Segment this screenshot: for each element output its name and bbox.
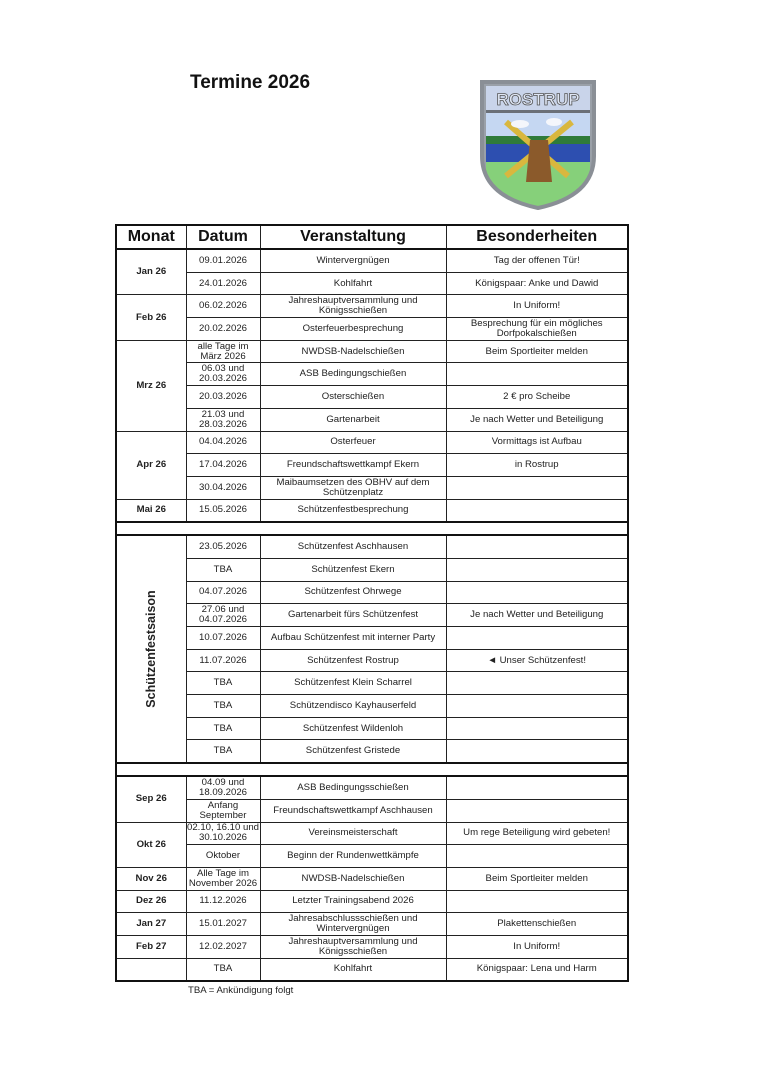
- date-cell: Alle Tage im November 2026: [186, 867, 260, 890]
- event-cell: Osterfeuer: [260, 431, 446, 454]
- note-cell: [446, 890, 628, 913]
- event-cell: Jahreshauptversammlung und Königsschießen: [260, 935, 446, 958]
- table-row: [116, 935, 628, 958]
- date-cell: 24.01.2026: [186, 272, 260, 295]
- event-cell: Freundschaftswettkampf Ekern: [260, 454, 446, 477]
- event-cell: ASB Bedingungschießen: [260, 363, 446, 386]
- event-cell: Gartenarbeit: [260, 408, 446, 431]
- date-cell: 04.04.2026: [186, 431, 260, 454]
- event-cell: Wintervergnügen: [260, 249, 446, 272]
- note-cell: Königspaar: Lena und Harm: [446, 958, 628, 981]
- date-cell: 04.07.2026: [186, 581, 260, 604]
- section-divider: [116, 763, 628, 776]
- table-row: [116, 340, 628, 363]
- table-row: [116, 499, 628, 522]
- rostrup-emblem-icon: [478, 78, 598, 211]
- season-cell: [116, 535, 186, 763]
- event-cell: Jahreshauptversammlung und Königsschießen: [260, 295, 446, 318]
- table-row: [116, 822, 628, 845]
- date-cell: alle Tage im März 2026: [186, 340, 260, 363]
- table-row: [116, 363, 628, 386]
- table-row: [116, 581, 628, 604]
- table-row: [116, 695, 628, 718]
- table-row: [116, 649, 628, 672]
- table-row: [116, 408, 628, 431]
- event-cell: Kohlfahrt: [260, 272, 446, 295]
- note-cell: Je nach Wetter und Beteiligung: [446, 604, 628, 627]
- date-cell: 21.03 und 28.03.2026: [186, 408, 260, 431]
- date-cell: 10.07.2026: [186, 627, 260, 650]
- month-cell: Sep 26: [116, 776, 186, 822]
- month-cell: Feb 27: [116, 935, 186, 958]
- date-cell: 04.09 und 18.09.2026: [186, 776, 260, 799]
- date-cell: TBA: [186, 558, 260, 581]
- date-cell: 06.02.2026: [186, 295, 260, 318]
- event-cell: Schützenfest Wildenloh: [260, 717, 446, 740]
- header-month: Monat: [116, 225, 186, 249]
- section-divider: [116, 522, 628, 535]
- table-row: [116, 913, 628, 936]
- note-cell: Beim Sportleiter melden: [446, 340, 628, 363]
- note-cell: [446, 717, 628, 740]
- schedule-table: [115, 224, 629, 982]
- date-cell: Oktober: [186, 845, 260, 868]
- month-cell: Feb 26: [116, 295, 186, 340]
- note-cell: [446, 740, 628, 763]
- note-cell: Plakettenschießen: [446, 913, 628, 936]
- footnote: TBA = Ankündigung folgt: [188, 985, 294, 996]
- table-row: [116, 295, 628, 318]
- table-row: [116, 535, 628, 558]
- event-cell: Schützenfest Rostrup: [260, 649, 446, 672]
- event-cell: Schützenfest Ekern: [260, 558, 446, 581]
- note-cell: In Uniform!: [446, 935, 628, 958]
- event-cell: Schützenfest Klein Scharrel: [260, 672, 446, 695]
- event-cell: NWDSB-Nadelschießen: [260, 867, 446, 890]
- divider-cell: [116, 763, 628, 776]
- date-cell: TBA: [186, 717, 260, 740]
- date-cell: TBA: [186, 958, 260, 981]
- month-cell: Dez 26: [116, 890, 186, 913]
- table-row: [116, 627, 628, 650]
- event-cell: Freundschaftswettkampf Aschhausen: [260, 799, 446, 822]
- note-cell: Besprechung für ein mögliches Dorfpokalschießen: [446, 318, 628, 341]
- event-cell: Schützendisco Kayhauserfeld: [260, 695, 446, 718]
- table-row: [116, 386, 628, 409]
- note-cell: [446, 581, 628, 604]
- note-cell: [446, 799, 628, 822]
- note-cell: ◄ Unser Schützenfest!: [446, 649, 628, 672]
- table-row: [116, 672, 628, 695]
- event-cell: Vereinsmeisterschaft: [260, 822, 446, 845]
- date-cell: TBA: [186, 672, 260, 695]
- emblem-text: ROSTRUP: [496, 90, 580, 109]
- date-cell: 15.01.2027: [186, 913, 260, 936]
- date-cell: 09.01.2026: [186, 249, 260, 272]
- note-cell: [446, 476, 628, 499]
- note-cell: Um rege Beteiligung wird gebeten!: [446, 822, 628, 845]
- month-cell: Mrz 26: [116, 340, 186, 431]
- note-cell: [446, 558, 628, 581]
- note-cell: [446, 499, 628, 522]
- date-cell: 20.03.2026: [186, 386, 260, 409]
- header-notes: Besonderheiten: [446, 225, 628, 249]
- month-cell: Mai 26: [116, 499, 186, 522]
- note-cell: [446, 672, 628, 695]
- date-cell: Anfang September: [186, 799, 260, 822]
- table-row: [116, 454, 628, 477]
- table-row: [116, 845, 628, 868]
- event-cell: Schützenfest Aschhausen: [260, 535, 446, 558]
- note-cell: Beim Sportleiter melden: [446, 867, 628, 890]
- page-title: Termine 2026: [190, 72, 311, 93]
- note-cell: Je nach Wetter und Beteiligung: [446, 408, 628, 431]
- date-cell: 17.04.2026: [186, 454, 260, 477]
- event-cell: Schützenfest Ohrwege: [260, 581, 446, 604]
- table-row: [116, 958, 628, 981]
- event-cell: Gartenarbeit fürs Schützenfest: [260, 604, 446, 627]
- event-cell: Beginn der Rundenwettkämpfe: [260, 845, 446, 868]
- month-cell: Jan 26: [116, 249, 186, 295]
- date-cell: 30.04.2026: [186, 476, 260, 499]
- month-cell: Okt 26: [116, 822, 186, 867]
- header-event: Veranstaltung: [260, 225, 446, 249]
- event-cell: Jahresabschlussschießen und Wintervergnügen: [260, 913, 446, 936]
- note-cell: Tag der offenen Tür!: [446, 249, 628, 272]
- note-cell: Königspaar: Anke und Dawid: [446, 272, 628, 295]
- table-row: [116, 431, 628, 454]
- note-cell: 2 € pro Scheibe: [446, 386, 628, 409]
- table-row: [116, 318, 628, 341]
- date-cell: 11.07.2026: [186, 649, 260, 672]
- month-cell: Jan 27: [116, 913, 186, 936]
- table-header-row: [116, 225, 628, 249]
- note-cell: [446, 695, 628, 718]
- month-cell: Apr 26: [116, 431, 186, 499]
- note-cell: Vormittags ist Aufbau: [446, 431, 628, 454]
- table-row: [116, 799, 628, 822]
- event-cell: Maibaumsetzen des OBHV auf dem Schützenplatz: [260, 476, 446, 499]
- note-cell: [446, 627, 628, 650]
- table-row: [116, 890, 628, 913]
- table-row: [116, 776, 628, 799]
- date-cell: 12.02.2027: [186, 935, 260, 958]
- event-cell: Schützenfest Gristede: [260, 740, 446, 763]
- note-cell: [446, 535, 628, 558]
- season-label: Schützenfestsaison: [144, 590, 159, 708]
- note-cell: [446, 845, 628, 868]
- table-row: [116, 249, 628, 272]
- divider-cell: [116, 522, 628, 535]
- date-cell: 23.05.2026: [186, 535, 260, 558]
- date-cell: 11.12.2026: [186, 890, 260, 913]
- date-cell: 15.05.2026: [186, 499, 260, 522]
- event-cell: Aufbau Schützenfest mit interner Party: [260, 627, 446, 650]
- date-cell: 02.10, 16.10 und 30.10.2026: [186, 822, 260, 844]
- event-cell: Letzter Trainingsabend 2026: [260, 890, 446, 913]
- table-row: [116, 740, 628, 763]
- table-row: [116, 867, 628, 890]
- note-cell: [446, 363, 628, 386]
- table-row: [116, 272, 628, 295]
- date-cell: 27.06 und 04.07.2026: [186, 604, 260, 627]
- note-cell: In Uniform!: [446, 295, 628, 318]
- event-cell: Schützenfestbesprechung: [260, 499, 446, 522]
- table-row: [116, 476, 628, 499]
- event-cell: Kohlfahrt: [260, 958, 446, 981]
- table-row: [116, 604, 628, 627]
- header-date: Datum: [186, 225, 260, 249]
- table-row: [116, 717, 628, 740]
- event-cell: ASB Bedingungsschießen: [260, 776, 446, 799]
- event-cell: NWDSB-Nadelschießen: [260, 340, 446, 363]
- table-row: [116, 558, 628, 581]
- date-cell: TBA: [186, 740, 260, 763]
- note-cell: in Rostrup: [446, 454, 628, 477]
- month-cell: Nov 26: [116, 867, 186, 890]
- date-cell: 06.03 und 20.03.2026: [186, 363, 260, 386]
- event-cell: Osterfeuerbesprechung: [260, 318, 446, 341]
- event-cell: Osterschießen: [260, 386, 446, 409]
- note-cell: [446, 776, 628, 799]
- date-cell: TBA: [186, 695, 260, 718]
- date-cell: 20.02.2026: [186, 318, 260, 341]
- month-cell: [116, 958, 186, 981]
